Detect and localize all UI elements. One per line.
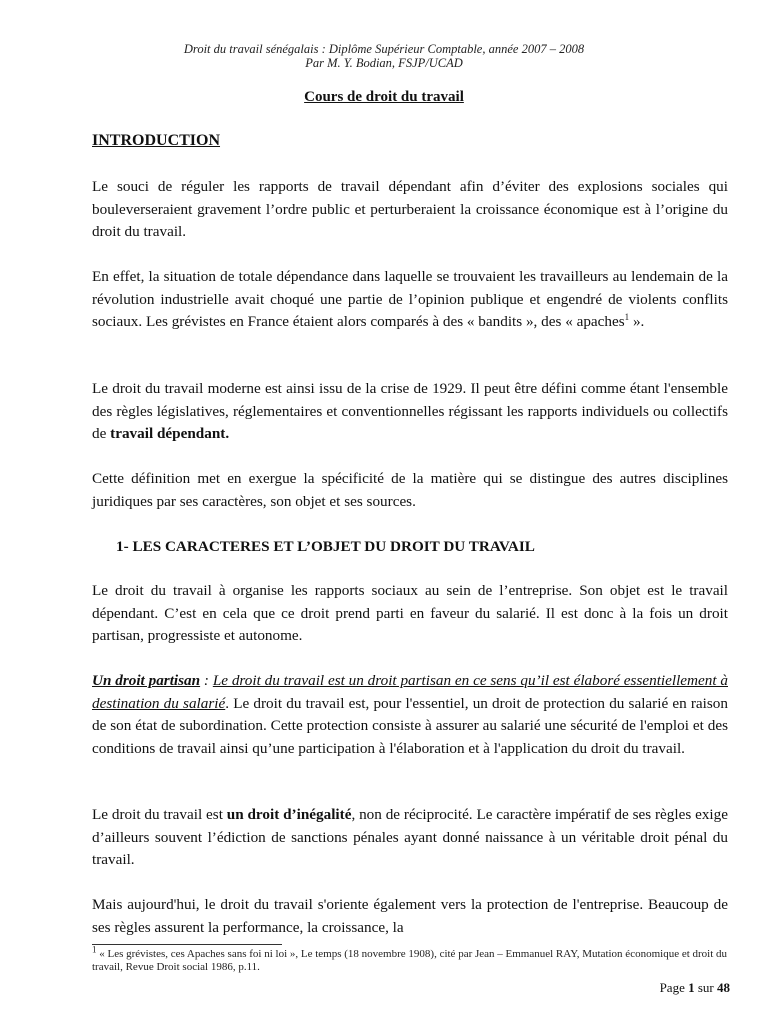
introduction-heading: INTRODUCTION xyxy=(92,132,221,149)
paragraph-6-italic: Le droit du travail est un droit partisan en ce sens qu’il est élaboré essentiellement à destination du salarié xyxy=(92,672,728,712)
paragraph-8: Mais aujourd'hui, le droit du travail s'oriente également vers la protection de l'entreprise. Beaucoup de ses règles assurent la performance, la croissance, la xyxy=(92,896,728,936)
paragraph-3 xyxy=(92,378,728,446)
section-heading-1: 1- LES CARACTERES ET L’OBJET DU DROIT DU TRAVAIL xyxy=(116,538,535,555)
document-title: Cours de droit du travail xyxy=(304,89,464,105)
paragraph-6-colon: : xyxy=(200,672,213,689)
page-number-total: 48 xyxy=(717,980,730,995)
paragraph-3-bold: travail dépendant. xyxy=(110,425,230,442)
paragraph-5: Le droit du travail à organise les rapports sociaux au sein de l’entreprise. Son objet est le travail dépendant. C’est en cela que ce droit prend parti en faveur du salarié. Il est donc à la fois un droit partisan, progressiste et autonome. xyxy=(92,582,728,644)
running-header xyxy=(0,42,768,70)
page-number xyxy=(660,980,730,996)
paragraph-2-end: ». xyxy=(629,313,645,330)
header-line-1: Droit du travail sénégalais : Diplôme Supérieur Comptable, année 2007 – 2008 xyxy=(183,42,585,56)
page-number-middle: sur xyxy=(694,980,717,995)
footnote-marker: 1 xyxy=(92,944,97,955)
paragraph-7 xyxy=(92,804,728,872)
paragraph-4: Cette définition met en exergue la spécificité de la matière qui se distingue des autres disciplines juridiques par ses caractères, son objet et ses sources. xyxy=(92,470,728,510)
droit-partisan-label: Un droit partisan xyxy=(92,672,201,689)
paragraph-3-text: Le droit du travail moderne est ainsi issu de la crise de 1929. Il peut être défini comme étant l'ensemble des règles législatives, réglementaires et conventionnelles régissant les rapports individuels ou collectifs de xyxy=(92,380,728,442)
page-number-current: 1 xyxy=(688,980,695,995)
paragraph-6 xyxy=(92,670,728,760)
paragraph-2-text: En effet, la situation de totale dépendance dans laquelle se trouvaient les travailleurs au lendemain de la révolution industrielle avait choqué une partie de l’opinion publique et engendré de violents conflits sociaux. Les grévistes en France étaient alors comparés à des « bandits », des « apaches xyxy=(92,268,728,330)
footnote-text: « Les grévistes, ces Apaches sans foi ni loi », Le temps (18 novembre 1908), cité par Jean – Emmanuel RAY, Mutation économique et droit du travail, Revue Droit social 1986, p.11. xyxy=(92,948,728,973)
header-line-2: Par M. Y. Bodian, FSJP/UCAD xyxy=(305,56,463,70)
paragraph-2 xyxy=(92,266,728,334)
paragraph-7-start: Le droit du travail est xyxy=(92,806,227,823)
footnote xyxy=(92,944,728,974)
paragraph-7-bold: un droit d’inégalité xyxy=(226,806,352,823)
footnote-reference[interactable]: 1 xyxy=(624,311,630,322)
footnote-separator xyxy=(92,944,282,945)
paragraph-1: Le souci de réguler les rapports de travail dépendant afin d’éviter des explosions sociales qui bouleverseraient gravement l’ordre public et perturberaient la croissance économique est à l’origine du droit du travail. xyxy=(92,178,728,240)
paragraph-7-rest: , non de réciprocité. Le caractère impératif de ses règles exige d’ailleurs souvent l’édiction de sanctions pénales ayant donné naissance à un véritable droit pénal du travail. xyxy=(92,806,728,868)
page-number-prefix: Page xyxy=(659,980,689,995)
paragraph-6-rest: . Le droit du travail est, pour l'essentiel, un droit de protection du salarié en raison de son état de subordination. Cette protection consiste à assurer au salarié une sécurité de l'emploi et des conditions de travail ainsi qu’une participation à l'élaboration et à l'application du droit du travail. xyxy=(92,694,728,757)
